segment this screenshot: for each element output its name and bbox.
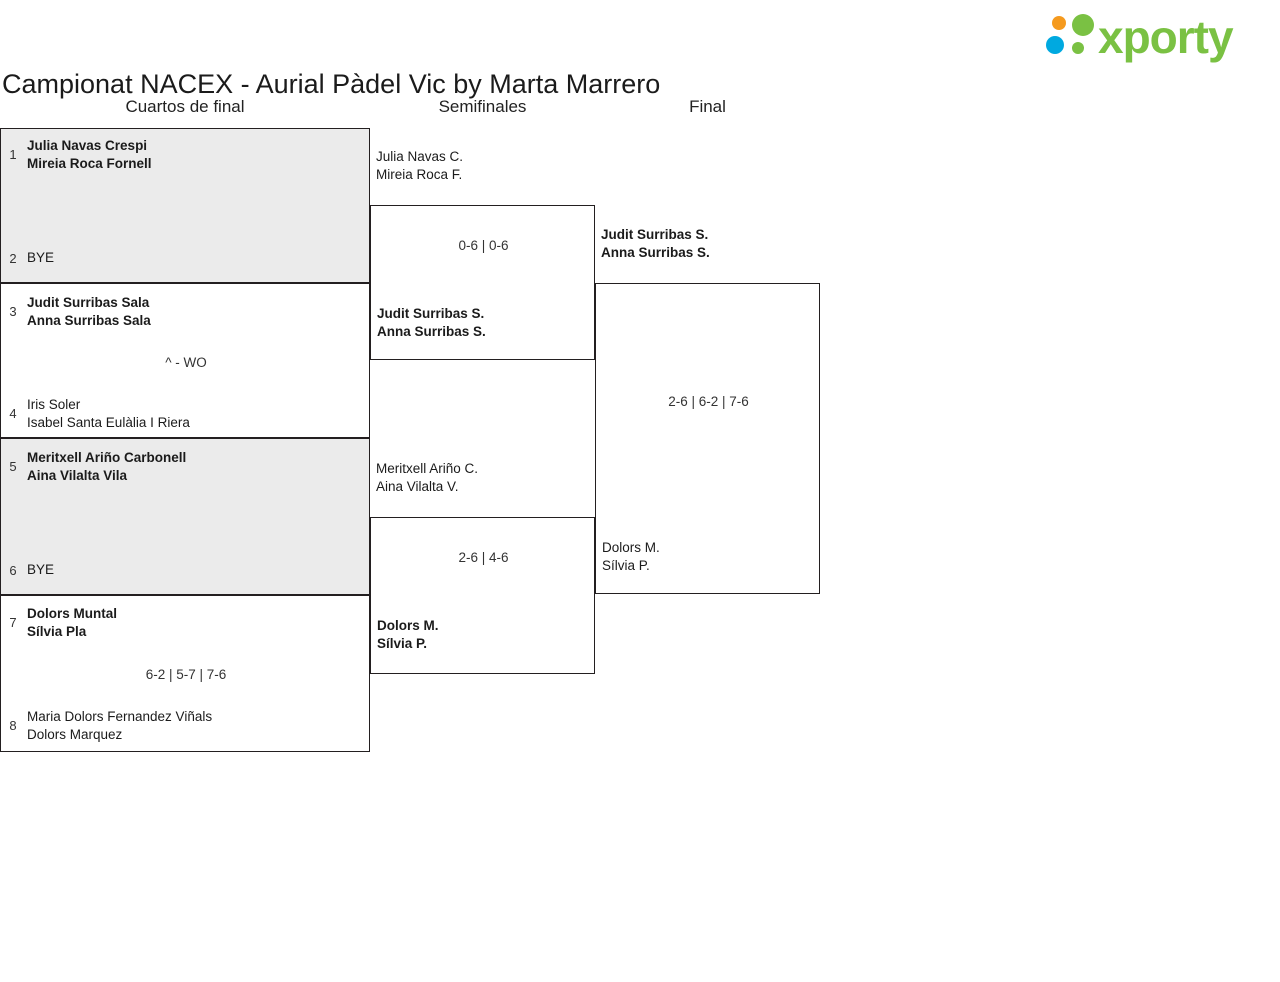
logo-wordmark: xporty	[1098, 11, 1233, 63]
team-bottom	[27, 561, 54, 579]
match-quarterfinal-3[interactable]	[0, 438, 370, 595]
logo-dot-blue	[1046, 36, 1064, 54]
xporty-logo[interactable]	[1046, 8, 1276, 66]
seed-number: 5	[9, 459, 17, 474]
logo-dots-icon	[1046, 14, 1100, 62]
player-name: Judit Surribas S.	[601, 227, 709, 242]
logo-dot-green-large	[1072, 14, 1094, 36]
team-bottom	[602, 539, 660, 575]
seed-number: 2	[9, 251, 17, 266]
player-name: Dolors M.	[602, 540, 660, 555]
match-quarterfinal-2[interactable]	[0, 283, 370, 438]
player-name: Iris Soler	[27, 397, 81, 412]
team-bottom	[27, 249, 54, 267]
match-semifinal-2[interactable]	[370, 517, 595, 674]
logo-dot-orange	[1052, 16, 1066, 30]
match-semifinal-1[interactable]	[370, 205, 595, 360]
player-name: Julia Navas C.	[376, 149, 464, 164]
player-name: Mireia Roca F.	[376, 167, 463, 182]
logo-dot-green-small	[1072, 42, 1084, 54]
player-name: Mireia Roca Fornell	[27, 156, 152, 171]
match-score: 2-6 | 6-2 | 7-6	[668, 394, 749, 409]
team-bottom	[27, 396, 190, 432]
player-name: Sílvia Pla	[27, 624, 87, 639]
seed-number: 1	[9, 147, 17, 162]
player-name: Sílvia P.	[377, 636, 428, 651]
team-bottom	[27, 708, 212, 744]
team-bottom	[377, 617, 439, 653]
player-name: Aina Vilalta Vila	[27, 468, 128, 483]
player-name: Anna Surribas S.	[377, 324, 486, 339]
player-name: Maria Dolors Fernandez Viñals	[27, 709, 213, 724]
semifinal-2-team-top	[376, 460, 478, 496]
seed-number: 8	[9, 718, 17, 733]
seed-number: 6	[9, 563, 17, 578]
player-name: Judit Surribas Sala	[27, 295, 150, 310]
player-name: BYE	[27, 562, 55, 577]
player-name: Anna Surribas Sala	[27, 313, 151, 328]
semifinal-1-team-top	[376, 148, 463, 184]
player-name: Dolors Marquez	[27, 727, 123, 742]
match-quarterfinal-1[interactable]	[0, 128, 370, 283]
team-top	[27, 294, 151, 330]
player-name: Meritxell Ariño Carbonell	[27, 450, 187, 465]
match-final[interactable]	[595, 283, 820, 594]
page-header	[0, 0, 1280, 99]
match-quarterfinal-4[interactable]	[0, 595, 370, 752]
player-name: Meritxell Ariño C.	[376, 461, 479, 476]
player-name: Dolors M.	[377, 618, 439, 633]
player-name: Julia Navas Crespi	[27, 138, 148, 153]
player-name: Judit Surribas S.	[377, 306, 485, 321]
round-heading-semifinals: Semifinales	[438, 97, 527, 116]
player-name: Anna Surribas S.	[601, 245, 710, 260]
player-name: Isabel Santa Eulàlia I Riera	[27, 415, 190, 430]
match-score: 0-6 | 0-6	[458, 238, 509, 253]
match-score: ^ - WO	[165, 355, 207, 370]
match-score: 6-2 | 5-7 | 7-6	[145, 667, 227, 682]
team-top	[27, 605, 117, 641]
team-top	[27, 449, 186, 485]
player-name: Aina Vilalta V.	[376, 479, 459, 494]
team-bottom	[377, 305, 486, 341]
final-team-top	[601, 226, 710, 262]
seed-number: 3	[9, 304, 17, 319]
tournament-name: Campionat NACEX - Aurial Pàdel Vic by Marta Marrero	[2, 69, 661, 99]
player-name: Dolors Muntal	[27, 606, 117, 621]
round-heading-final: Final	[689, 97, 726, 116]
player-name: BYE	[27, 250, 55, 265]
team-top	[27, 137, 152, 173]
seed-number: 7	[9, 615, 17, 630]
player-name: Sílvia P.	[602, 558, 650, 573]
round-heading-quarterfinals: Cuartos de final	[125, 97, 245, 116]
match-score: 2-6 | 4-6	[458, 550, 509, 565]
seed-number: 4	[9, 406, 17, 421]
